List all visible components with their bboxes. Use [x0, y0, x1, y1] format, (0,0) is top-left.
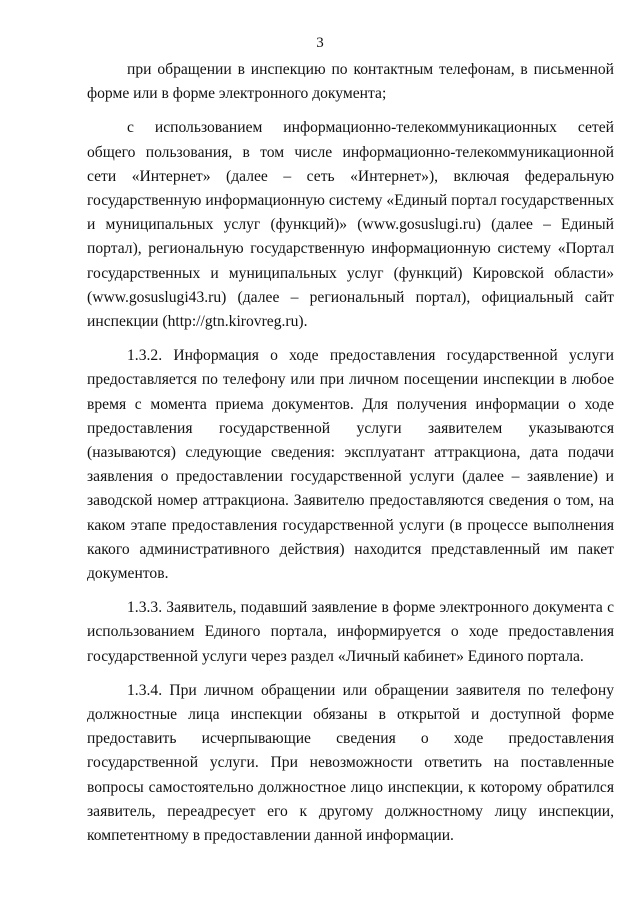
page-number: 3 — [316, 35, 324, 51]
paragraph-1-3-2: 1.3.2. Информация о ходе предоставления государственной услуги предоставляется по телефону или при личном посещении инспекции в любое время с момента приема документов. Для получения информации о ходе предоставления государственной услуги заявителем указываются (называются) следующие сведения: эксплуатант аттракциона, дата подачи заявления о предоставлении государственной услуги (далее – заявление) и заводской номер аттракциона. Заявителю предоставляются сведения о том, на каком этапе предоставления государственной услуги (в процессе выполнения какого административного действия) находится представленный им пакет документов. — [87, 347, 614, 583]
paragraph-contact-methods: при обращении в инспекцию по контактным телефонам, в письменной форме или в форме электронного документа; — [87, 61, 614, 103]
document-body — [87, 58, 614, 848]
paragraph-1-3-3: 1.3.3. Заявитель, подавший заявление в форме электронного документа с использованием Единого портала, информируется о ходе предоставления государственной услуги через раздел «Личный кабинет» Единого портала. — [87, 599, 614, 665]
paragraph-1-3-4: 1.3.4. При личном обращении или обращении заявителя по телефону должностные лица инспекции обязаны в открытой и доступной форме предоставить исчерпывающие сведения о ходе предоставления государственной услуги. При невозможности ответить на поставленные вопросы самостоятельно должностное лицо инспекции, к которому обратился заявитель, переадресует его к другому должностному лицу инспекции, компетентному в предоставлении данной информации. — [87, 681, 614, 845]
paragraph-internet-channels: с использованием информационно-телекоммуникационных сетей общего пользования, в том числе информационно-телекоммуникационной сети «Интернет» (далее – сеть «Интернет»), включая федеральную государственную информационную систему «Единый портал государственных и муниципальных услуг (функций)» (www.gosuslugi.ru) (далее – Единый портал), региональную государственную информационную систему «Портал государственных и муниципальных услуг (функций) Кировской области» (www.gosuslugi43.ru) (далее – региональный портал), официальный сайт инспекции (http://gtn.kirovreg.ru). — [87, 119, 614, 331]
